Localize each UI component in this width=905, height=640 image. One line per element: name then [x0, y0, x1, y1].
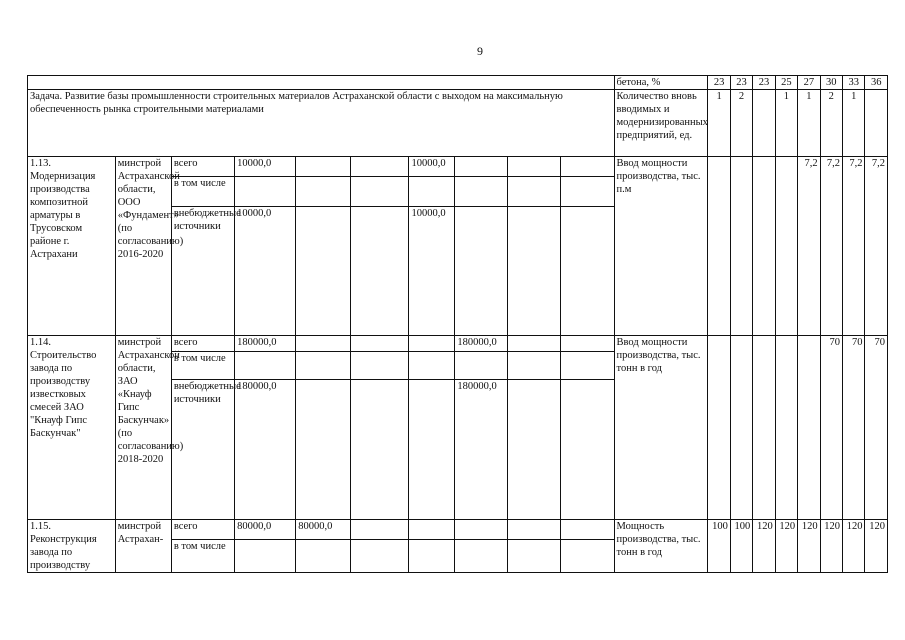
year-value: 1	[775, 90, 797, 157]
year-value: 120	[775, 520, 797, 573]
amount-cell	[508, 380, 561, 520]
indicator-cell: Мощность производства, тыс. тонн в год	[614, 520, 708, 573]
empty-cell	[28, 76, 615, 90]
program-table	[27, 75, 888, 573]
amount-cell	[561, 520, 614, 540]
amount-cell	[561, 177, 614, 207]
year-value: 27	[798, 76, 820, 90]
amount-cell	[351, 157, 409, 177]
amount-cell	[561, 336, 614, 352]
measure-name: 1.14. Строительство завода по производству известковых смесей ЗАО "Кнауф Гипс Баскунчак"	[28, 336, 116, 520]
amount-cell: 180000,0	[455, 336, 508, 352]
amount-cell	[351, 352, 409, 380]
amount-cell	[508, 207, 561, 336]
amount-cell	[561, 352, 614, 380]
header-row	[28, 76, 888, 90]
year-value	[865, 90, 888, 157]
amount-cell	[296, 336, 351, 352]
funding-label: внебюджетные источники	[171, 380, 234, 520]
year-value: 23	[730, 76, 752, 90]
year-value: 120	[820, 520, 842, 573]
year-value: 120	[798, 520, 820, 573]
indicator-cell: Количество вновь вводимых и модернизированных предприятий, ед.	[614, 90, 708, 157]
indicator-cell: Ввод мощности производства, тыс. п.м	[614, 157, 708, 336]
funding-label: всего	[171, 520, 234, 540]
amount-cell	[296, 352, 351, 380]
amount-cell	[235, 540, 296, 573]
funding-label: всего	[171, 157, 234, 177]
year-value: 7,2	[843, 157, 865, 336]
year-value	[753, 336, 775, 520]
amount-cell	[455, 352, 508, 380]
executor: минстрой Астрахан-	[115, 520, 171, 573]
amount-cell	[455, 520, 508, 540]
year-value: 7,2	[820, 157, 842, 336]
year-value	[708, 157, 730, 336]
amount-cell: 10000,0	[235, 157, 296, 177]
funding-label: внебюджетные источники	[171, 207, 234, 336]
amount-cell	[235, 352, 296, 380]
amount-cell	[409, 352, 455, 380]
amount-cell	[508, 336, 561, 352]
amount-cell	[409, 540, 455, 573]
year-value: 120	[865, 520, 888, 573]
amount-cell	[351, 380, 409, 520]
amount-cell	[351, 540, 409, 573]
funding-label: в том числе	[171, 352, 234, 380]
funding-label: всего	[171, 336, 234, 352]
amount-cell	[235, 177, 296, 207]
amount-cell	[409, 177, 455, 207]
funding-label: в том числе	[171, 540, 234, 573]
amount-cell	[455, 177, 508, 207]
year-value: 25	[775, 76, 797, 90]
amount-cell	[409, 336, 455, 352]
year-value: 7,2	[865, 157, 888, 336]
amount-cell	[296, 380, 351, 520]
amount-cell	[455, 157, 508, 177]
task-row	[28, 90, 888, 157]
amount-cell	[561, 540, 614, 573]
amount-cell	[508, 520, 561, 540]
amount-cell	[351, 207, 409, 336]
measure-row	[28, 336, 888, 352]
year-value: 23	[708, 76, 730, 90]
amount-cell	[296, 207, 351, 336]
year-value: 7,2	[798, 157, 820, 336]
amount-cell	[296, 157, 351, 177]
year-value: 33	[843, 76, 865, 90]
year-value: 36	[865, 76, 888, 90]
amount-cell	[561, 207, 614, 336]
amount-cell: 180000,0	[455, 380, 508, 520]
amount-cell	[561, 380, 614, 520]
amount-cell: 10000,0	[409, 157, 455, 177]
indicator-cell: бетона, %	[614, 76, 708, 90]
funding-label: в том числе	[171, 177, 234, 207]
year-value: 2	[820, 90, 842, 157]
year-value: 70	[865, 336, 888, 520]
amount-cell: 180000,0	[235, 336, 296, 352]
amount-cell: 80000,0	[235, 520, 296, 540]
year-value: 1	[708, 90, 730, 157]
measure-row	[28, 157, 888, 177]
amount-cell	[351, 520, 409, 540]
amount-cell	[508, 157, 561, 177]
year-value: 120	[753, 520, 775, 573]
measure-row	[28, 520, 888, 540]
amount-cell	[409, 380, 455, 520]
year-value: 70	[820, 336, 842, 520]
amount-cell: 180000,0	[235, 380, 296, 520]
year-value	[730, 336, 752, 520]
year-value	[753, 90, 775, 157]
amount-cell	[351, 177, 409, 207]
page-number: 9	[477, 44, 483, 58]
year-value: 1	[843, 90, 865, 157]
measure-name: 1.13. Модернизация производства композитной арматуры в Трусовском районе г. Астрахани	[28, 157, 116, 336]
amount-cell	[455, 207, 508, 336]
executor: минстрой Астраханской области, ЗАО «Кнауф Гипс Баскунчак» (по согласованию) 2018-2020	[115, 336, 171, 520]
year-value: 23	[753, 76, 775, 90]
amount-cell	[508, 352, 561, 380]
year-value	[753, 157, 775, 336]
indicator-cell: Ввод мощности производства, тыс. тонн в год	[614, 336, 708, 520]
amount-cell	[296, 177, 351, 207]
year-value	[798, 336, 820, 520]
amount-cell: 10000,0	[409, 207, 455, 336]
year-value: 120	[843, 520, 865, 573]
year-value: 70	[843, 336, 865, 520]
year-value: 2	[730, 90, 752, 157]
amount-cell	[561, 157, 614, 177]
measure-name: 1.15. Реконструкция завода по производству	[28, 520, 116, 573]
amount-cell: 80000,0	[296, 520, 351, 540]
amount-cell	[508, 177, 561, 207]
amount-cell	[409, 520, 455, 540]
amount-cell: 10000,0	[235, 207, 296, 336]
year-value: 1	[798, 90, 820, 157]
amount-cell	[296, 540, 351, 573]
year-value: 100	[730, 520, 752, 573]
year-value	[775, 157, 797, 336]
year-value	[730, 157, 752, 336]
task-text: Задача. Развитие базы промышленности строительных материалов Астраханской области с выходом на максимальную обеспеченность рынка строительными материалами	[28, 90, 615, 157]
year-value: 30	[820, 76, 842, 90]
executor: минстрой Астраханской области, ООО «Фундамент» (по согласованию) 2016-2020	[115, 157, 171, 336]
amount-cell	[508, 540, 561, 573]
year-value	[708, 336, 730, 520]
year-value	[775, 336, 797, 520]
year-value: 100	[708, 520, 730, 573]
amount-cell	[351, 336, 409, 352]
amount-cell	[455, 540, 508, 573]
